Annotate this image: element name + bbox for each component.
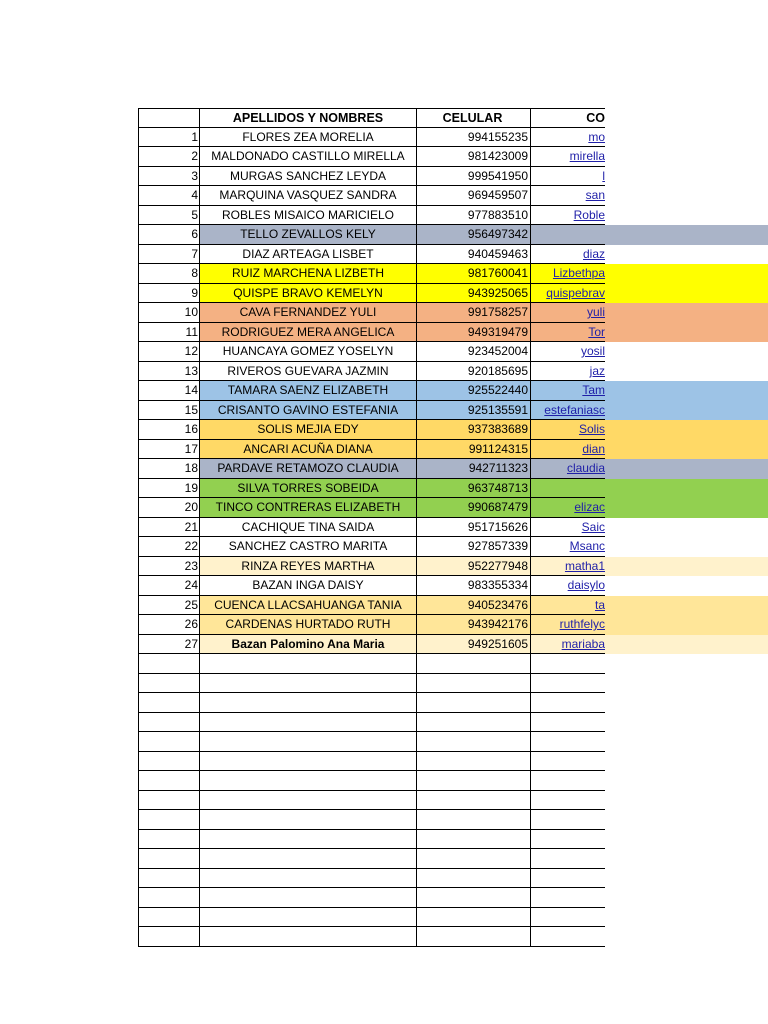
table-body	[0, 128, 768, 947]
name-cell[interactable]: SILVA TORRES SOBEIDA	[200, 479, 417, 499]
table-row	[0, 167, 768, 187]
name-cell[interactable]: BAZAN INGA DAISY	[200, 576, 417, 596]
row-number-cell[interactable]: 25	[138, 596, 200, 616]
empty-cell[interactable]	[200, 791, 417, 811]
email-link[interactable]: Saic	[581, 519, 605, 534]
row-number-cell[interactable]: 24	[138, 576, 200, 596]
email-link[interactable]: dian	[582, 441, 605, 456]
table-row	[0, 342, 768, 362]
email-link[interactable]: estefaniasc	[544, 402, 605, 417]
table-row	[0, 264, 768, 284]
empty-cell[interactable]	[417, 732, 531, 752]
name-cell[interactable]: DIAZ ARTEAGA LISBET	[200, 245, 417, 265]
row-number-cell[interactable]: 19	[138, 479, 200, 499]
email-link[interactable]: l	[602, 168, 605, 183]
empty-cell[interactable]	[417, 888, 531, 908]
email-link[interactable]: Tor	[588, 324, 605, 339]
empty-cell[interactable]	[417, 810, 531, 830]
phone-cell[interactable]: 977883510	[417, 206, 531, 226]
email-cell[interactable]	[531, 128, 605, 148]
empty-cell[interactable]	[200, 908, 417, 928]
table-row	[0, 128, 768, 148]
empty-cell[interactable]	[531, 771, 605, 791]
phone-cell[interactable]: 949251605	[417, 635, 531, 655]
name-cell[interactable]: PARDAVE RETAMOZO CLAUDIA	[200, 459, 417, 479]
empty-cell[interactable]	[200, 693, 417, 713]
empty-cell[interactable]	[138, 732, 200, 752]
empty-row	[0, 830, 768, 850]
empty-cell[interactable]	[138, 752, 200, 772]
email-cell[interactable]	[531, 167, 605, 187]
empty-row	[0, 849, 768, 869]
empty-cell[interactable]	[138, 849, 200, 869]
empty-cell[interactable]	[200, 830, 417, 850]
empty-cell[interactable]	[531, 810, 605, 830]
table-row	[0, 557, 768, 577]
name-cell[interactable]: Bazan Palomino Ana Maria	[200, 635, 417, 655]
empty-row	[0, 674, 768, 694]
name-cell[interactable]: SANCHEZ CASTRO MARITA	[200, 537, 417, 557]
empty-cell[interactable]	[417, 908, 531, 928]
name-cell[interactable]: MARQUINA VASQUEZ SANDRA	[200, 186, 417, 206]
empty-row	[0, 927, 768, 947]
empty-cell[interactable]	[531, 849, 605, 869]
email-link[interactable]: diaz	[582, 246, 605, 261]
phone-cell[interactable]: 925522440	[417, 381, 531, 401]
table-row	[0, 147, 768, 167]
phone-cell[interactable]: 990687479	[417, 498, 531, 518]
table-row	[0, 576, 768, 596]
name-cell[interactable]: TELLO ZEVALLOS KELY	[200, 225, 417, 245]
empty-cell[interactable]	[200, 869, 417, 889]
empty-cell[interactable]	[531, 654, 605, 674]
empty-cell[interactable]	[200, 888, 417, 908]
email-link[interactable]: daisylo	[567, 578, 605, 592]
empty-cell[interactable]	[417, 927, 531, 947]
phone-cell[interactable]: 991758257	[417, 303, 531, 323]
table-row	[0, 225, 768, 245]
phone-cell[interactable]: 940459463	[417, 245, 531, 265]
email-cell[interactable]	[531, 596, 605, 616]
empty-cell[interactable]	[200, 752, 417, 772]
phone-cell[interactable]: 983355334	[417, 576, 531, 596]
empty-cell[interactable]	[417, 654, 531, 674]
table-row	[0, 615, 768, 635]
email-link[interactable]: jaz	[589, 363, 605, 378]
empty-cell[interactable]	[531, 752, 605, 772]
empty-cell[interactable]	[417, 830, 531, 850]
header-phone-cell[interactable]: CELULAR	[417, 108, 531, 128]
empty-row	[0, 888, 768, 908]
phone-cell[interactable]: 956497342	[417, 225, 531, 245]
empty-cell[interactable]	[417, 771, 531, 791]
email-link[interactable]: san	[585, 188, 605, 202]
empty-cell[interactable]	[138, 927, 200, 947]
email-cell[interactable]	[531, 615, 605, 635]
empty-cell[interactable]	[417, 752, 531, 772]
row-number-cell[interactable]: 14	[138, 381, 200, 401]
phone-cell[interactable]: 943925065	[417, 284, 531, 304]
email-cell[interactable]	[531, 245, 605, 265]
email-link[interactable]: mo	[588, 129, 605, 144]
phone-cell[interactable]: 940523476	[417, 596, 531, 616]
row-number-cell[interactable]: 11	[138, 323, 200, 343]
phone-cell[interactable]: 951715626	[417, 518, 531, 538]
row-number-cell[interactable]: 2	[138, 147, 200, 167]
email-link[interactable]: quispebrav	[546, 285, 605, 300]
name-cell[interactable]: RUIZ MARCHENA LIZBETH	[200, 264, 417, 284]
row-number-cell[interactable]: 15	[138, 401, 200, 421]
spreadsheet-table	[0, 108, 768, 947]
header-name-cell[interactable]: APELLIDOS Y NOMBRES	[200, 108, 417, 128]
email-cell[interactable]	[531, 576, 605, 596]
email-link[interactable]: elizac	[574, 500, 605, 514]
empty-cell[interactable]	[200, 771, 417, 791]
email-cell[interactable]	[531, 206, 605, 226]
empty-cell[interactable]	[138, 830, 200, 850]
empty-cell[interactable]	[417, 869, 531, 889]
row-number-cell[interactable]: 12	[138, 342, 200, 362]
email-link[interactable]: yuli	[586, 305, 605, 319]
empty-row	[0, 791, 768, 811]
email-cell[interactable]	[531, 518, 605, 538]
empty-cell[interactable]	[531, 830, 605, 850]
email-cell[interactable]	[531, 498, 605, 518]
phone-cell[interactable]: 949319479	[417, 323, 531, 343]
row-number-cell[interactable]: 26	[138, 615, 200, 635]
empty-cell[interactable]	[531, 713, 605, 733]
row-number-cell[interactable]: 8	[138, 264, 200, 284]
row-number-cell[interactable]: 5	[138, 206, 200, 226]
table-row	[0, 323, 768, 343]
email-cell[interactable]	[531, 264, 605, 284]
name-cell[interactable]: TINCO CONTRERAS ELIZABETH	[200, 498, 417, 518]
empty-cell[interactable]	[200, 732, 417, 752]
empty-cell[interactable]	[531, 693, 605, 713]
row-number-cell[interactable]: 23	[138, 557, 200, 577]
phone-cell[interactable]: 937383689	[417, 420, 531, 440]
table-row	[0, 498, 768, 518]
name-cell[interactable]: CACHIQUE TINA SAIDA	[200, 518, 417, 538]
phone-cell[interactable]: 923452004	[417, 342, 531, 362]
table-row	[0, 440, 768, 460]
email-link[interactable]: claudia	[566, 461, 605, 475]
table-row	[0, 518, 768, 538]
email-link[interactable]: Solis	[578, 422, 605, 436]
email-cell[interactable]	[531, 147, 605, 167]
phone-cell[interactable]: 925135591	[417, 401, 531, 421]
email-link[interactable]: Tam	[582, 383, 605, 397]
name-cell[interactable]: CRISANTO GAVINO ESTEFANIA	[200, 401, 417, 421]
email-cell[interactable]	[531, 459, 605, 479]
empty-cell[interactable]	[200, 713, 417, 733]
table-row	[0, 186, 768, 206]
empty-row	[0, 771, 768, 791]
empty-cell[interactable]	[531, 888, 605, 908]
name-cell[interactable]: TAMARA SAENZ ELIZABETH	[200, 381, 417, 401]
email-link[interactable]: ta	[594, 597, 605, 612]
row-number-cell[interactable]: 20	[138, 498, 200, 518]
table-row	[0, 206, 768, 226]
empty-cell[interactable]	[138, 810, 200, 830]
empty-row	[0, 752, 768, 772]
row-number-cell[interactable]: 4	[138, 186, 200, 206]
phone-cell[interactable]: 981423009	[417, 147, 531, 167]
phone-cell[interactable]: 927857339	[417, 537, 531, 557]
empty-cell[interactable]	[138, 791, 200, 811]
email-cell[interactable]	[531, 557, 605, 577]
empty-cell[interactable]	[531, 732, 605, 752]
email-cell[interactable]	[531, 440, 605, 460]
email-cell[interactable]	[531, 381, 605, 401]
empty-cell[interactable]	[138, 674, 200, 694]
row-number-cell[interactable]: 17	[138, 440, 200, 460]
empty-cell[interactable]	[531, 927, 605, 947]
phone-cell[interactable]: 994155235	[417, 128, 531, 148]
empty-cell[interactable]	[138, 693, 200, 713]
empty-row	[0, 713, 768, 733]
empty-row	[0, 654, 768, 674]
empty-cell[interactable]	[200, 810, 417, 830]
table-row	[0, 596, 768, 616]
name-cell[interactable]: MURGAS SANCHEZ LEYDA	[200, 167, 417, 187]
table-row	[0, 362, 768, 382]
name-cell[interactable]: RODRIGUEZ MERA ANGELICA	[200, 323, 417, 343]
email-cell[interactable]	[531, 635, 605, 655]
empty-cell[interactable]	[417, 849, 531, 869]
email-cell[interactable]	[531, 420, 605, 440]
table-row	[0, 245, 768, 265]
empty-cell[interactable]	[531, 674, 605, 694]
empty-cell[interactable]	[417, 713, 531, 733]
phone-cell[interactable]: 942711323	[417, 459, 531, 479]
empty-cell[interactable]	[531, 869, 605, 889]
empty-row	[0, 869, 768, 889]
row-number-cell[interactable]: 22	[138, 537, 200, 557]
header-row	[0, 108, 768, 128]
empty-row	[0, 732, 768, 752]
email-link[interactable]: matha1	[564, 558, 605, 573]
table-row	[0, 479, 768, 499]
empty-cell[interactable]	[417, 791, 531, 811]
table-row	[0, 420, 768, 440]
name-cell[interactable]: HUANCAYA GOMEZ YOSELYN	[200, 342, 417, 362]
email-link[interactable]: Lizbethpa	[552, 266, 605, 280]
empty-cell[interactable]	[138, 654, 200, 674]
name-cell[interactable]: FLORES ZEA MORELIA	[200, 128, 417, 148]
email-cell[interactable]	[531, 537, 605, 557]
empty-cell[interactable]	[200, 849, 417, 869]
name-cell[interactable]: RINZA REYES MARTHA	[200, 557, 417, 577]
name-cell[interactable]: ANCARI ACUÑA DIANA	[200, 440, 417, 460]
table-row	[0, 459, 768, 479]
empty-cell[interactable]	[531, 791, 605, 811]
empty-cell[interactable]	[200, 674, 417, 694]
email-cell[interactable]	[531, 225, 605, 245]
empty-cell[interactable]	[200, 654, 417, 674]
table-row	[0, 537, 768, 557]
name-cell[interactable]: CAVA FERNANDEZ YULI	[200, 303, 417, 323]
row-number-cell[interactable]: 6	[138, 225, 200, 245]
empty-cell[interactable]	[138, 888, 200, 908]
phone-cell[interactable]: 999541950	[417, 167, 531, 187]
row-number-cell[interactable]: 3	[138, 167, 200, 187]
row-number-cell[interactable]: 21	[138, 518, 200, 538]
header-email-cell[interactable]: CO	[531, 108, 605, 128]
table-row	[0, 303, 768, 323]
name-cell[interactable]: QUISPE BRAVO KEMELYN	[200, 284, 417, 304]
email-link[interactable]: mariaba	[561, 636, 605, 651]
table-row	[0, 401, 768, 421]
email-link[interactable]: mirella	[569, 149, 605, 163]
email-cell[interactable]	[531, 401, 605, 421]
email-link[interactable]: yosil	[580, 344, 605, 358]
phone-cell[interactable]: 920185695	[417, 362, 531, 382]
email-cell[interactable]	[531, 342, 605, 362]
empty-cell[interactable]	[417, 693, 531, 713]
email-link[interactable]: Roble	[573, 207, 605, 222]
row-number-cell[interactable]: 9	[138, 284, 200, 304]
name-cell[interactable]: MALDONADO CASTILLO MIRELLA	[200, 147, 417, 167]
row-number-cell[interactable]: 10	[138, 303, 200, 323]
table-row	[0, 284, 768, 304]
empty-row	[0, 693, 768, 713]
phone-cell[interactable]: 969459507	[417, 186, 531, 206]
empty-row	[0, 810, 768, 830]
empty-cell[interactable]	[138, 771, 200, 791]
empty-row	[0, 908, 768, 928]
email-cell[interactable]	[531, 479, 605, 499]
table-row	[0, 381, 768, 401]
email-cell[interactable]	[531, 323, 605, 343]
row-number-cell[interactable]: 1	[138, 128, 200, 148]
row-number-cell[interactable]: 27	[138, 635, 200, 655]
empty-cell[interactable]	[138, 869, 200, 889]
name-cell[interactable]: RIVEROS GUEVARA JAZMIN	[200, 362, 417, 382]
phone-cell[interactable]: 981760041	[417, 264, 531, 284]
empty-cell[interactable]	[138, 908, 200, 928]
name-cell[interactable]: ROBLES MISAICO MARICIELO	[200, 206, 417, 226]
phone-cell[interactable]: 952277948	[417, 557, 531, 577]
email-link[interactable]: Msanc	[569, 539, 605, 553]
email-link[interactable]: ruthfelyc	[559, 617, 605, 631]
name-cell[interactable]: CUENCA LLACSAHUANGA TANIA	[200, 596, 417, 616]
phone-cell[interactable]: 943942176	[417, 615, 531, 635]
row-number-cell[interactable]: 13	[138, 362, 200, 382]
empty-cell[interactable]	[200, 927, 417, 947]
empty-cell[interactable]	[417, 674, 531, 694]
row-number-cell[interactable]: 7	[138, 245, 200, 265]
empty-cell[interactable]	[138, 713, 200, 733]
name-cell[interactable]: SOLIS MEJIA EDY	[200, 420, 417, 440]
empty-cell[interactable]	[531, 908, 605, 928]
phone-cell[interactable]: 963748713	[417, 479, 531, 499]
row-number-cell[interactable]: 18	[138, 459, 200, 479]
email-cell[interactable]	[531, 284, 605, 304]
row-number-cell[interactable]: 16	[138, 420, 200, 440]
email-cell[interactable]	[531, 186, 605, 206]
header-number-cell[interactable]	[138, 108, 200, 128]
name-cell[interactable]: CARDENAS HURTADO RUTH	[200, 615, 417, 635]
email-cell[interactable]	[531, 362, 605, 382]
phone-cell[interactable]: 991124315	[417, 440, 531, 460]
table-row	[0, 635, 768, 655]
email-cell[interactable]	[531, 303, 605, 323]
